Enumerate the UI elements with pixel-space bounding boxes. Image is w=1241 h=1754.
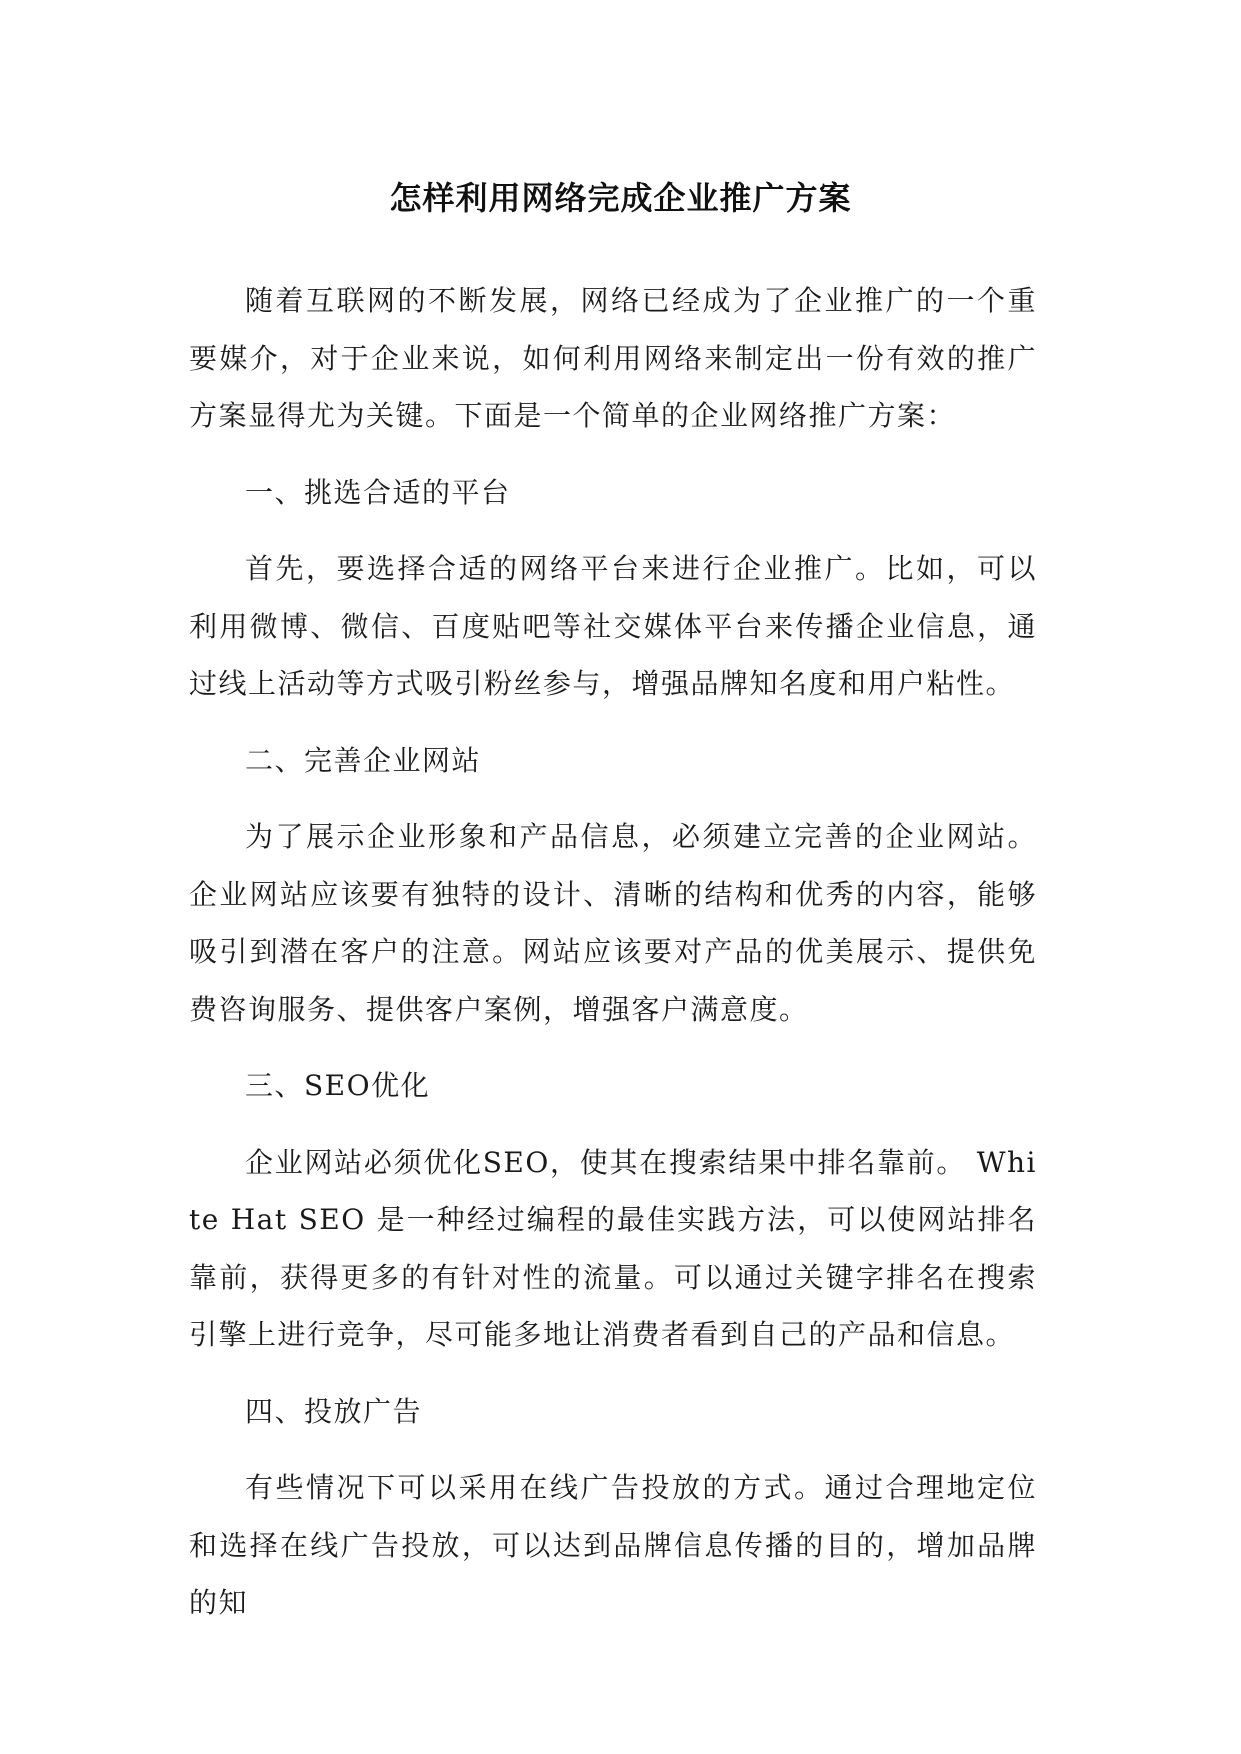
- intro-paragraph: 随着互联网的不断发展，网络已经成为了企业推广的一个重要媒介，对于企业来说，如何利用网络来制定出一份有效的推广方案显得尤为关键。下面是一个简单的企业网络推广方案：: [189, 284, 1037, 432]
- section-heading-seo: 三、SEO优化: [245, 1069, 431, 1102]
- ads-paragraph: 有些情况下可以采用在线广告投放的方式。通过合理地定位和选择在线广告投放，可以达到品牌信息传播的目的，增加品牌的知: [189, 1471, 1037, 1619]
- platform-paragraph: 首先，要选择合适的网络平台来进行企业推广。比如，可以利用微博、微信、百度贴吧等社交媒体平台来传播企业信息，通过线上活动等方式吸引粉丝参与，增强品牌知名度和用户粘性。: [189, 552, 1037, 700]
- document-title: 怎样利用网络完成企业推广方案: [389, 179, 852, 217]
- section-heading-ads: 四、投放广告: [245, 1394, 423, 1428]
- seo-paragraph: 企业网站必须优化SEO，使其在搜索结果中排名靠前。 White Hat SEO 是一种经过编程的最佳实践方法，可以使网站排名靠前，获得更多的有针对性的流量。可以通过关键字排名在搜索引擎上进行竞争，尽可能多地让消费者看到自己的产品和信息。: [189, 1145, 1037, 1351]
- website-paragraph: 为了展示企业形象和产品信息，必须建立完善的企业网站。企业网站应该要有独特的设计、清晰的结构和优秀的内容，能够吸引到潜在客户的注意。网站应该要对产品的优美展示、提供免费咨询服务、提供客户案例，增强客户满意度。: [189, 820, 1037, 1026]
- section-heading-website: 二、完善企业网站: [245, 743, 482, 777]
- document-body: [189, 272, 1037, 1651]
- section-heading-platform: 一、挑选合适的平台: [245, 475, 511, 509]
